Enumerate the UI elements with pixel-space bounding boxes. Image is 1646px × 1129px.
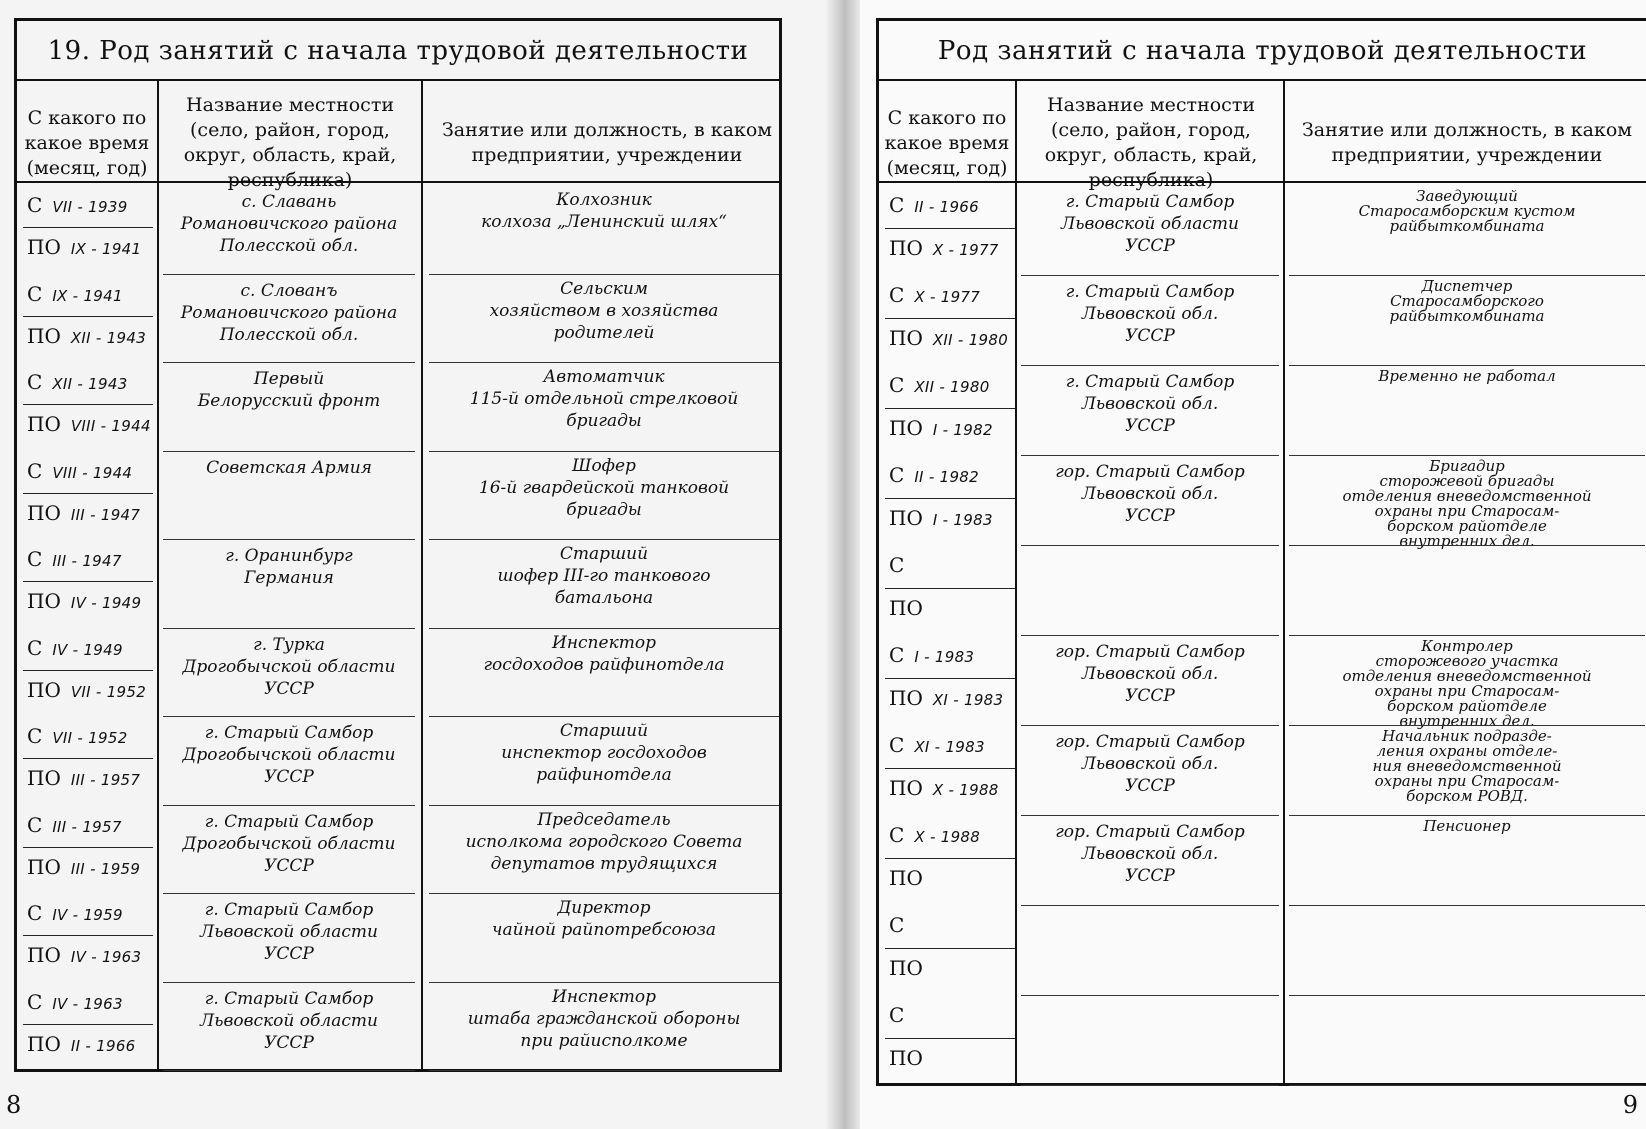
to-label: ПО xyxy=(27,235,61,260)
place-cell: г. Старый Самбор Львовской обл. УССР xyxy=(1065,282,1235,346)
left-table-frame xyxy=(14,18,782,1072)
from-label: С xyxy=(27,370,43,394)
period-cell xyxy=(23,362,155,451)
period-cell xyxy=(885,905,1017,995)
right-table-title: Род занятий с начала трудовой деятельности xyxy=(937,36,1588,66)
date-divider xyxy=(23,316,153,317)
from-date: XI - 1983 xyxy=(914,738,985,756)
to-date: III - 1959 xyxy=(70,859,141,878)
row-separator xyxy=(1021,1085,1279,1086)
place-cell: г. Оранинбург Германия xyxy=(225,546,353,588)
from-date: II - 1982 xyxy=(914,468,979,486)
to-label: ПО xyxy=(889,326,923,350)
from-label: С xyxy=(889,733,905,757)
to-label: ПО xyxy=(889,776,923,800)
to-date: IV - 1963 xyxy=(70,948,142,967)
from-label: С xyxy=(889,913,905,937)
table-row xyxy=(17,274,779,363)
job-cell: Старший шофер III-го танкового батальона xyxy=(497,544,711,608)
job-cell: Шофер 16-й гвардейской танковой бригады xyxy=(478,455,730,520)
from-label: С xyxy=(889,193,905,217)
to-label: ПО xyxy=(889,506,923,530)
job-cell: Инспектор госдоходов райфинотдела xyxy=(483,632,725,675)
place-cell: г. Старый Самбор Львовской области УССР xyxy=(200,988,378,1053)
to-date: VIII - 1944 xyxy=(70,417,151,436)
table-row xyxy=(879,905,1646,995)
place-cell: г. Турка Дрогобычской области УССР xyxy=(182,634,396,699)
from-date: II - 1966 xyxy=(914,198,979,216)
from-date: X - 1977 xyxy=(914,288,981,306)
to-label: ПО xyxy=(889,866,923,890)
from-label: С xyxy=(27,989,43,1014)
place-cell: г. Старый Самбор Дрогобычской области УССР xyxy=(182,723,396,787)
from-date: IV - 1949 xyxy=(52,640,123,659)
date-divider xyxy=(885,318,1015,319)
date-divider xyxy=(23,670,153,671)
job-cell: Бригадир сторожевой бригады отделения вневедомственной охраны при Старосам- борском райотделе внутренних дел. xyxy=(1342,457,1592,550)
period-cell xyxy=(23,274,155,363)
date-divider xyxy=(885,588,1015,589)
left-table-title: 19. Род занятий с начала трудовой деятельности xyxy=(47,36,749,66)
to-label: ПО xyxy=(27,943,61,968)
row-separator xyxy=(429,1070,779,1071)
from-date: III - 1957 xyxy=(52,817,122,836)
from-date: IX - 1941 xyxy=(52,286,123,305)
job-cell: Заведующий Старосамборским кустом райбыткомбината xyxy=(1358,187,1576,235)
from-date: XII - 1980 xyxy=(914,378,990,396)
to-label: ПО xyxy=(889,1046,923,1070)
from-label: С xyxy=(27,547,43,571)
book-gutter xyxy=(826,0,860,1129)
to-label: ПО xyxy=(27,589,61,614)
to-date: III - 1947 xyxy=(70,505,141,524)
from-label: С xyxy=(889,1003,905,1027)
right-table-frame xyxy=(876,18,1646,1086)
header-period: С какого по какое время (месяц, год) xyxy=(24,106,150,179)
table-row xyxy=(879,545,1646,635)
job-cell: Старший инспектор госдоходов райфинотдела xyxy=(501,721,707,785)
page-number-left: 8 xyxy=(6,1091,22,1119)
date-divider xyxy=(885,1038,1015,1039)
table-row xyxy=(879,995,1646,1085)
place-cell: Советская Армия xyxy=(206,457,372,478)
from-label: С xyxy=(27,193,43,217)
from-label: С xyxy=(889,643,905,667)
from-label: С xyxy=(27,635,43,660)
to-label: ПО xyxy=(889,956,923,980)
job-cell: Временно не работал xyxy=(1378,367,1556,385)
place-cell: г. Старый Самбор Львовской обл. УССР xyxy=(1065,372,1235,436)
date-divider xyxy=(885,408,1015,409)
job-cell: Начальник подразде- ления охраны отделе- ния вневедомственной охраны при Старосам- борском РОВД. xyxy=(1372,727,1562,805)
to-date: I - 1982 xyxy=(932,421,993,439)
date-divider xyxy=(23,758,153,759)
row-separator xyxy=(1289,1085,1645,1086)
period-cell xyxy=(23,185,155,274)
to-label: ПО xyxy=(27,677,61,702)
to-label: ПО xyxy=(889,596,923,620)
job-cell: Колхозник колхоза „Ленинский шлях“ xyxy=(481,190,727,232)
table-row xyxy=(879,455,1646,550)
title-rule xyxy=(879,79,1646,81)
period-cell xyxy=(23,982,155,1071)
table-row xyxy=(17,185,779,274)
table-row xyxy=(17,982,779,1071)
from-label: С xyxy=(27,812,43,837)
from-date: XII - 1943 xyxy=(52,375,128,393)
to-date: XII - 1980 xyxy=(932,331,1009,349)
table-row xyxy=(879,725,1646,815)
table-row xyxy=(879,815,1646,905)
header-period: С какого по какое время (месяц, год) xyxy=(884,106,1010,179)
page-number-right: 9 xyxy=(1622,1091,1638,1119)
period-cell xyxy=(885,635,1017,725)
date-divider xyxy=(23,493,153,494)
date-divider xyxy=(885,858,1015,859)
period-cell xyxy=(885,725,1017,815)
period-cell xyxy=(885,275,1017,365)
place-cell: с. Славань Романовичского района Полесской обл. xyxy=(180,192,398,256)
place-cell: г. Старый Самбор Львовской области УССР xyxy=(200,900,378,964)
to-date: X - 1988 xyxy=(932,781,999,799)
place-cell: с. Слованъ Романовичского района Полесской обл. xyxy=(180,280,398,345)
from-label: С xyxy=(889,373,905,397)
table-row xyxy=(17,805,779,894)
to-label: ПО xyxy=(889,416,923,440)
date-divider xyxy=(23,227,153,228)
header-place: Название местности (село, район, город, округ, область, край, республика) xyxy=(1044,94,1258,191)
to-date: IV - 1949 xyxy=(70,594,142,613)
to-date: XI - 1983 xyxy=(932,691,1004,709)
place-cell: г. Старый Самбор Львовской области УССР xyxy=(1061,192,1239,256)
date-divider xyxy=(23,1024,153,1025)
job-cell: Инспектор штаба гражданской обороны при райисполкоме xyxy=(467,986,741,1051)
table-row xyxy=(17,893,779,982)
from-label: С xyxy=(27,901,43,925)
period-cell xyxy=(23,805,155,894)
period-cell xyxy=(885,995,1017,1085)
to-label: ПО xyxy=(27,1031,61,1056)
from-date: VII - 1952 xyxy=(52,729,128,747)
to-label: ПО xyxy=(889,236,923,260)
place-cell: гор. Старый Самбор Львовской обл. УССР xyxy=(1055,642,1245,706)
to-label: ПО xyxy=(27,766,61,791)
from-date: I - 1983 xyxy=(914,648,975,666)
period-cell xyxy=(885,365,1017,455)
period-cell xyxy=(885,545,1017,635)
to-date: IX - 1941 xyxy=(70,240,142,259)
job-cell: Контролер сторожевого участка отделения вневедомственной охраны при Старосам- борском райотделе внутренних дел. xyxy=(1342,637,1592,730)
from-date: VII - 1939 xyxy=(52,198,128,216)
from-label: С xyxy=(889,823,905,847)
period-cell xyxy=(23,451,155,540)
header-job: Занятие или должность, в каком предприятии, учреждении xyxy=(441,119,773,166)
from-date: IV - 1963 xyxy=(52,994,123,1013)
to-date: VII - 1952 xyxy=(70,682,147,701)
date-divider xyxy=(885,228,1015,229)
from-date: X - 1988 xyxy=(914,828,981,846)
job-cell: Диспетчер Старосамборского райбыткомбината xyxy=(1389,277,1545,325)
place-cell: гор. Старый Самбор Львовской обл. УССР xyxy=(1055,732,1245,796)
date-divider xyxy=(23,404,153,405)
table-row xyxy=(17,362,779,451)
job-cell: Председатель исполкома городского Совета депутатов трудящихся xyxy=(465,809,743,874)
table-row xyxy=(879,635,1646,730)
from-label: С xyxy=(27,458,43,483)
table-row xyxy=(17,628,779,717)
table-row xyxy=(879,365,1646,455)
job-cell: Пенсионер xyxy=(1423,817,1511,835)
to-label: ПО xyxy=(889,686,923,710)
date-divider xyxy=(23,581,153,582)
header-rule xyxy=(879,181,1646,183)
table-row xyxy=(17,716,779,805)
header-rule xyxy=(17,181,779,183)
to-date: III - 1957 xyxy=(70,771,141,790)
row-separator xyxy=(163,1070,415,1071)
date-divider xyxy=(885,768,1015,769)
date-divider xyxy=(885,678,1015,679)
to-label: ПО xyxy=(27,500,61,525)
to-date: I - 1983 xyxy=(932,511,993,529)
table-row xyxy=(879,185,1646,275)
period-cell xyxy=(885,455,1017,545)
from-date: VIII - 1944 xyxy=(52,463,133,482)
to-date: X - 1977 xyxy=(932,241,999,259)
from-label: С xyxy=(889,463,905,487)
period-cell xyxy=(23,628,155,717)
period-cell xyxy=(23,893,155,982)
date-divider xyxy=(23,847,153,848)
place-cell: гор. Старый Самбор Львовской обл. УССР xyxy=(1055,462,1245,526)
date-divider xyxy=(885,948,1015,949)
job-cell: Автоматчик 115-й отдельной стрелковой бригады xyxy=(469,367,739,431)
from-date: III - 1947 xyxy=(52,552,122,570)
from-date: IV - 1959 xyxy=(52,906,123,924)
period-cell xyxy=(23,539,155,628)
title-rule xyxy=(17,79,779,81)
period-cell xyxy=(885,185,1017,275)
to-label: ПО xyxy=(27,854,61,879)
to-date: XII - 1943 xyxy=(70,328,147,347)
period-cell xyxy=(885,815,1017,905)
to-date: II - 1966 xyxy=(70,1036,136,1055)
date-divider xyxy=(885,498,1015,499)
period-cell xyxy=(23,716,155,805)
table-row xyxy=(879,275,1646,365)
place-cell: гор. Старый Самбор Львовской обл. УССР xyxy=(1055,822,1245,886)
table-row xyxy=(17,451,779,540)
table-row xyxy=(17,539,779,628)
from-label: С xyxy=(889,283,905,307)
to-label: ПО xyxy=(27,323,61,348)
job-cell: Директор чайной райпотребсоюза xyxy=(491,898,717,940)
header-place: Название местности (село, район, город, округ, область, край, республика) xyxy=(183,94,397,191)
from-label: С xyxy=(27,724,43,748)
date-divider xyxy=(23,935,153,936)
from-label: С xyxy=(27,281,43,306)
place-cell: г. Старый Самбор Дрогобычской области УССР xyxy=(182,811,396,876)
from-label: С xyxy=(889,553,905,577)
job-cell: Сельским хозяйством в хозяйства родителей xyxy=(489,278,719,343)
header-job: Занятие или должность, в каком предприятии, учреждении xyxy=(1301,119,1633,166)
right-page xyxy=(838,0,1646,1129)
to-label: ПО xyxy=(27,412,61,437)
place-cell: Первый Белорусский фронт xyxy=(197,369,381,411)
